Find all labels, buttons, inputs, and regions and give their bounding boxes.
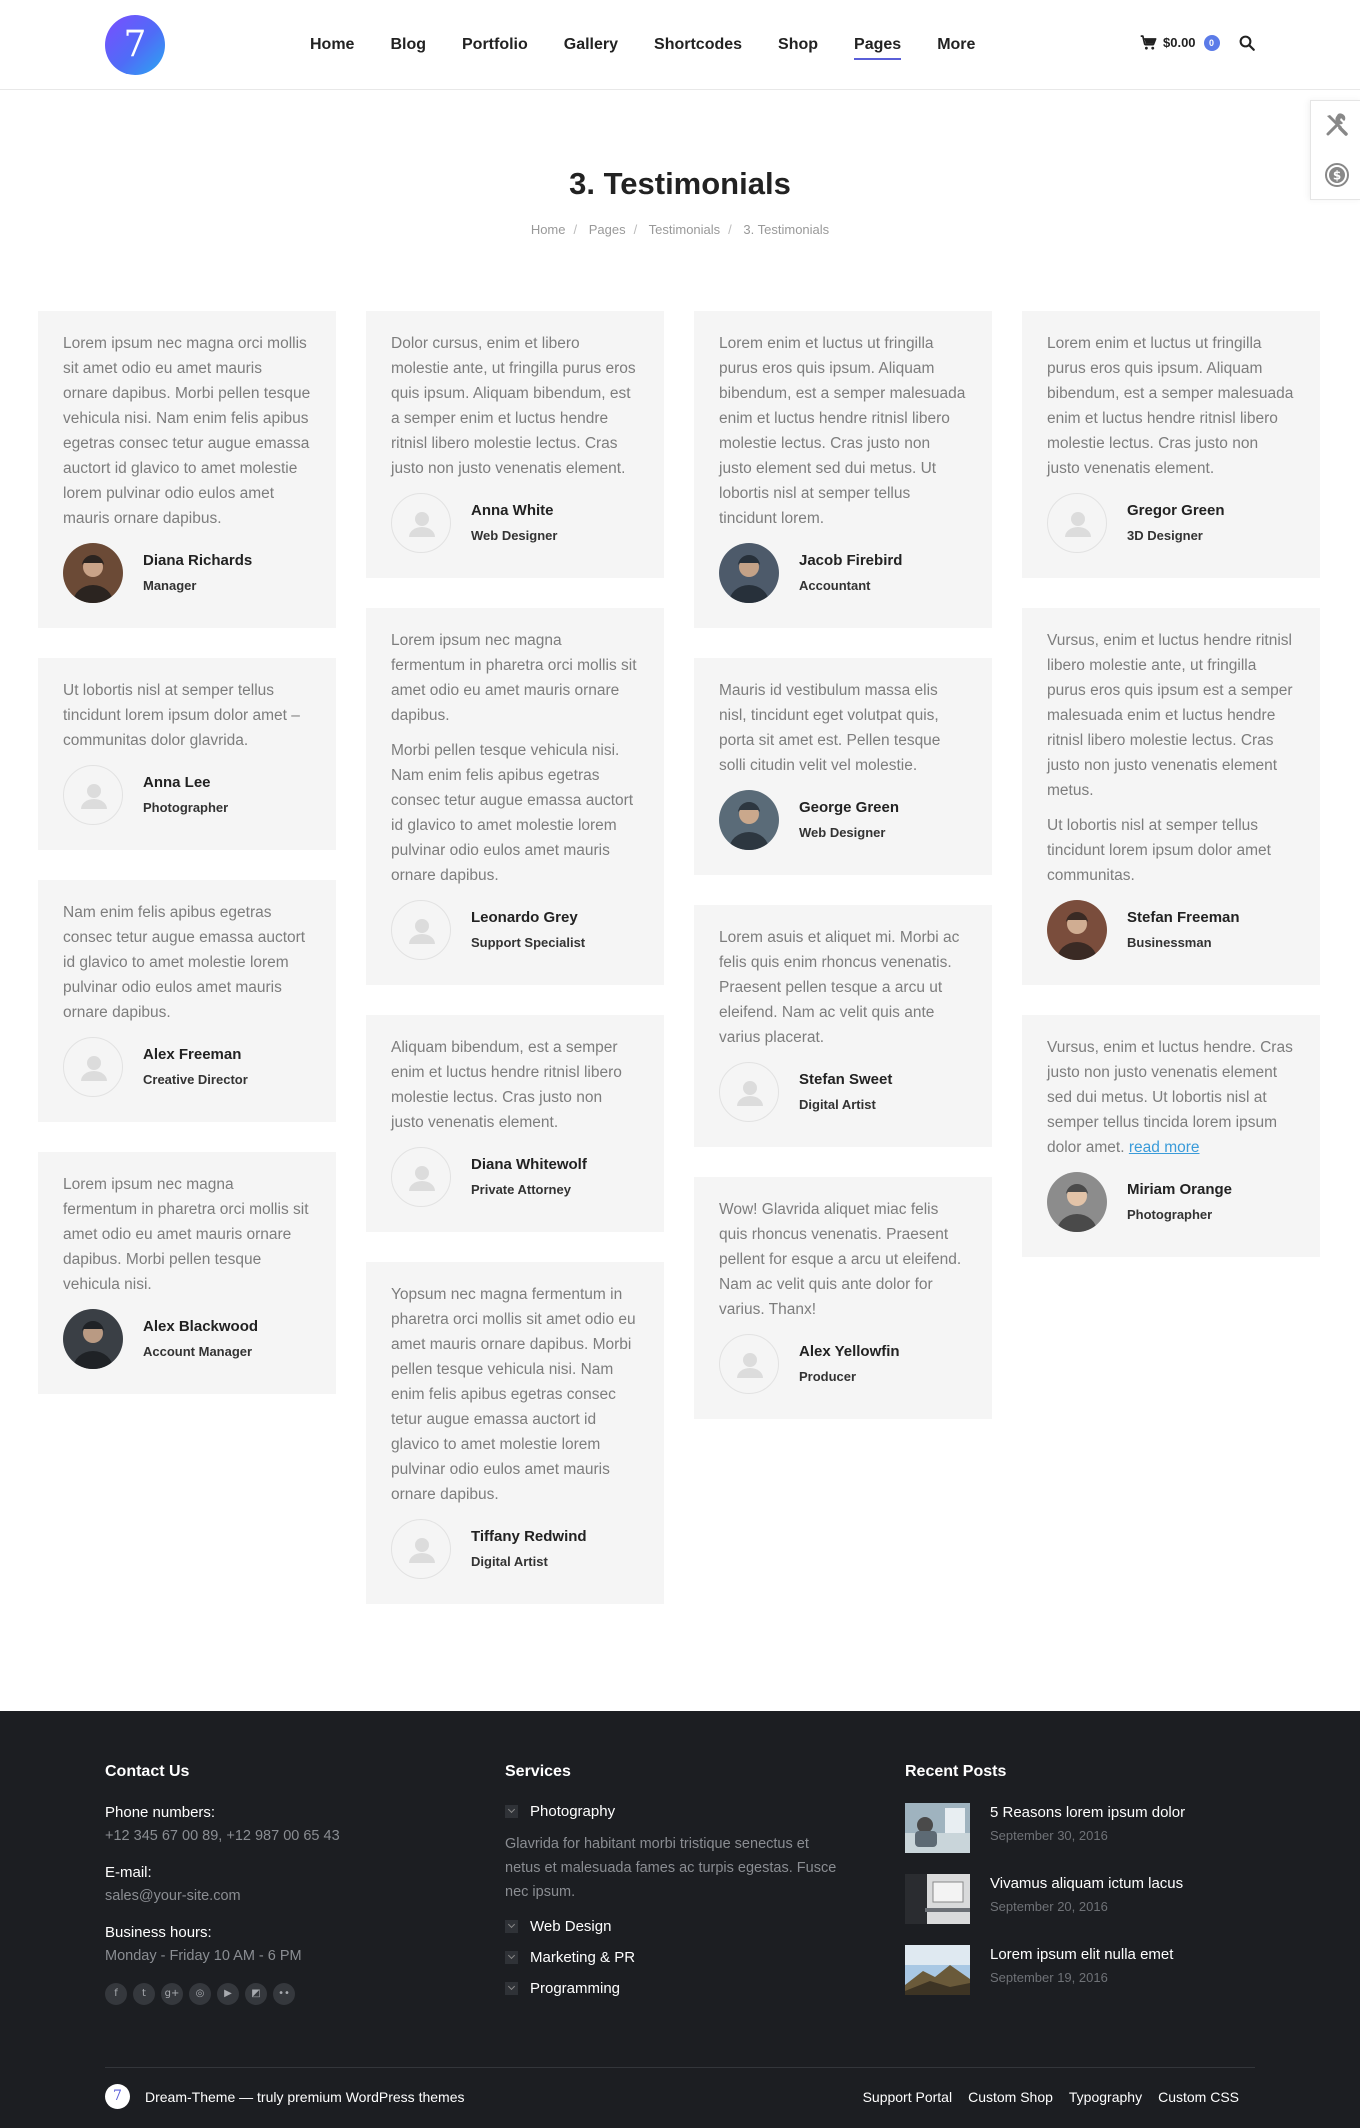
youtube-icon[interactable]: ▶: [217, 1983, 239, 2005]
author-name: Leonardo Grey: [471, 908, 578, 926]
testimonial-author: [719, 543, 967, 603]
testimonial-author: [63, 543, 311, 603]
testimonial-author: [719, 790, 967, 850]
testimonial-text: Lorem enim et luctus ut fringilla purus eros quis ipsum. Aliquam bibendum, est a semper malesuada enim et luctus hendre ritnisl libero molestie lectus. Cras justo non justo element sed dui metus. Ut lobortis nisl at semper tellus tincidunt lorem.: [719, 335, 966, 527]
testimonial-card: [1022, 1015, 1320, 1257]
cart-total: $0.00: [1163, 35, 1196, 50]
author-role: Businessman: [1127, 934, 1212, 950]
google-plus-icon[interactable]: g+: [161, 1983, 183, 2005]
testimonial-card: [38, 658, 336, 850]
post-title[interactable]: Vivamus aliquam ictum lacus: [990, 1875, 1184, 1892]
service-label: Web Design: [530, 1918, 612, 1935]
search-icon[interactable]: [1238, 34, 1256, 52]
cart-count-badge: 0: [1204, 35, 1220, 51]
avatar: [63, 1309, 123, 1369]
email-label: E-mail:: [105, 1864, 152, 1881]
user-placeholder-icon: [391, 1147, 451, 1207]
email-value[interactable]: sales@your-site.com: [105, 1888, 241, 1904]
nav-home[interactable]: Home: [310, 36, 355, 53]
testimonial-text: Lorem ipsum nec magna orci mollis sit amet odio eu amet mauris ornare dapibus. Morbi pellen tesque vehicula nisi. Nam enim felis apibus egetras consec tetur augue emassa auctort id glavico to amet molestie lorem pulvinar odio eulos amet mauris ornare dapibus.: [63, 335, 311, 527]
testimonial-text: Ut lobortis nisl at semper tellus tincidunt lorem ipsum dolor amet – communitas dolor glavrida.: [63, 682, 300, 749]
user-placeholder-icon: [391, 900, 451, 960]
page-title: 3. Testimonials: [569, 166, 791, 201]
post-date: September 20, 2016: [990, 1899, 1108, 1914]
post-thumbnail[interactable]: [905, 1945, 970, 1995]
recent-post[interactable]: [905, 1945, 1245, 1995]
site-footer: [0, 1711, 1360, 2128]
breadcrumb-pages[interactable]: Pages: [588, 222, 626, 237]
testimonials-column-2: [366, 311, 664, 1634]
author-name: George Green: [799, 798, 900, 816]
testimonial-card: [694, 658, 992, 875]
nav-pages[interactable]: Pages: [854, 30, 901, 60]
author-role: Accountant: [799, 577, 871, 593]
author-role: Digital Artist: [799, 1096, 876, 1112]
footer-recent-posts: [905, 1763, 1245, 2016]
post-thumbnail[interactable]: [905, 1803, 970, 1853]
user-placeholder-icon: [63, 1037, 123, 1097]
chevron-down-icon: [505, 1951, 518, 1964]
breadcrumb-home[interactable]: Home: [530, 222, 566, 237]
footer-link-typography[interactable]: Typography: [1068, 2089, 1143, 2105]
author-role: Account Manager: [143, 1343, 253, 1359]
recent-post[interactable]: [905, 1874, 1245, 1924]
recent-post[interactable]: [905, 1803, 1245, 1853]
footer-link-shop[interactable]: Custom Shop: [968, 2089, 1053, 2105]
phone-label: Phone numbers:: [105, 1804, 216, 1821]
testimonial-text: Wow! Glavrida aliquet miac felis quis rhoncus venenatis. Praesent pellent for esque a arcu ut eleifend. Nam ac velit quis ante dolor for varius. Thanx!: [719, 1201, 962, 1318]
testimonial-card: [366, 311, 664, 578]
avatar: [719, 543, 779, 603]
testimonials-column-4: [1022, 311, 1320, 1287]
copyright-text: Dream-Theme — truly premium WordPress themes: [145, 2089, 465, 2105]
testimonial-text: Yopsum nec magna fermentum in pharetra orci mollis sit amet odio eu amet mauris ornare dapibus. Morbi pellen tesque vehicula nisi. Nam enim felis apibus egetras consec tetur augue emassa auctort id glavico to amet molestie lorem pulvinar odio eulos amet mauris ornare dapibus.: [391, 1286, 636, 1503]
post-date: September 30, 2016: [990, 1828, 1108, 1843]
testimonial-card: [366, 1015, 664, 1232]
testimonial-author: [63, 1037, 311, 1097]
nav-portfolio[interactable]: Portfolio: [462, 36, 528, 53]
post-date: September 19, 2016: [990, 1970, 1108, 1985]
service-marketing[interactable]: [505, 1949, 865, 1966]
footer-contact-title: Contact Us: [105, 1763, 190, 1780]
author-role: Private Attorney: [471, 1181, 571, 1197]
testimonial-text: Lorem ipsum nec magna fermentum in pharetra orci mollis sit amet odio eu amet mauris ornare dapibus.: [391, 632, 637, 724]
testimonial-card: [1022, 311, 1320, 578]
site-header: [0, 0, 1360, 90]
author-role: Photographer: [143, 799, 229, 815]
nav-shortcodes[interactable]: Shortcodes: [654, 36, 743, 53]
footer-services-title: Services: [505, 1763, 571, 1780]
testimonial-author: [1047, 493, 1295, 553]
read-more-link[interactable]: read more: [1128, 1139, 1200, 1156]
testimonial-text: Vursus, enim et luctus hendre ritnisl libero molestie ante, ut fringilla purus eros quis ipsum est a semper malesuada enim et luctus hendre ritnisl libero molestie lectus. Cras justo non justo venenatis element metus.: [1047, 632, 1293, 799]
author-role: Producer: [799, 1368, 857, 1384]
phone-value: +12 345 67 00 89, +12 987 00 65 43: [105, 1828, 340, 1844]
testimonial-author: [63, 765, 311, 825]
author-name: Anna Lee: [143, 773, 211, 791]
breadcrumb-testimonials[interactable]: Testimonials: [648, 222, 721, 237]
author-name: Tiffany Redwind: [471, 1527, 587, 1545]
service-label: Programming: [530, 1980, 621, 1997]
testimonial-text: Nam enim felis apibus egetras consec tetur augue emassa auctort id glavico to amet molestie lorem pulvinar odio eulos amet mauris ornare dapibus.: [63, 904, 306, 1021]
footer-links: [847, 2089, 1239, 2105]
author-role: Photographer: [1127, 1206, 1213, 1222]
testimonial-author: [1047, 1172, 1295, 1232]
social-links: [105, 1983, 425, 2005]
author-name: Alex Yellowfin: [799, 1342, 900, 1360]
footer-divider: [105, 2067, 1255, 2068]
user-placeholder-icon: [391, 1519, 451, 1579]
dribbble-icon[interactable]: ◎: [189, 1983, 211, 2005]
nav-blog[interactable]: Blog: [390, 36, 426, 53]
footer-link-support[interactable]: Support Portal: [862, 2089, 953, 2105]
testimonial-text: Vursus, enim et luctus hendre. Cras justo non justo venenatis element sed dui metus. Ut lobortis nisl at semper tellus tincida lorem ipsum dolor amet. read more: [1047, 1039, 1293, 1156]
author-name: Diana Whitewolf: [471, 1155, 587, 1173]
site-logo[interactable]: 7: [105, 15, 165, 75]
author-name: Diana Richards: [143, 551, 253, 569]
svg-text:$: $: [1332, 168, 1342, 183]
author-role: Web Designer: [799, 824, 886, 840]
avatar: [719, 790, 779, 850]
breadcrumb: Home / Pages / Testimonials / 3. Testimonials: [530, 222, 830, 237]
nav-gallery[interactable]: Gallery: [563, 36, 619, 53]
testimonial-author: [391, 1519, 639, 1579]
flickr-icon[interactable]: ••: [273, 1983, 295, 2005]
testimonial-author: [1047, 900, 1295, 960]
service-description: Glavrida for habitant morbi tristique senectus et netus et malesuada fames ac turpis egestas. Fusce nec ipsum.: [505, 1836, 837, 1900]
footer-logo[interactable]: 7: [105, 2084, 130, 2109]
user-placeholder-icon: [1047, 493, 1107, 553]
testimonial-text: Mauris id vestibulum massa elis nisl, tincidunt eget volutpat quis, porta sit amet est. Pellen tesque solli citudin velit vel molestie.: [719, 682, 941, 774]
footer-contact: [105, 1763, 425, 2005]
testimonial-text: Morbi pellen tesque vehicula nisi. Nam enim felis apibus egetras consec tetur augue emassa auctort id glavico to amet molestie lorem pulvinar odio eulos amet mauris ornare dapibus.: [391, 742, 634, 884]
breadcrumb-current: 3. Testimonials: [743, 222, 830, 237]
testimonial-card: [366, 608, 664, 985]
author-role: 3D Designer: [1127, 527, 1203, 543]
testimonial-author: [719, 1334, 967, 1394]
testimonial-text: Lorem enim et luctus ut fringilla purus eros quis ipsum. Aliquam bibendum, est a semper malesuada enim et luctus hendre ritnisl libero molestie lectus. Cras justo non justo venenatis element.: [1047, 335, 1294, 477]
chevron-down-icon: [505, 1805, 518, 1818]
service-photography[interactable]: [505, 1803, 865, 1820]
testimonial-card: [38, 311, 336, 628]
testimonial-author: [719, 1062, 967, 1122]
testimonial-card: [694, 1177, 992, 1419]
hours-value: Monday - Friday 10 AM - 6 PM: [105, 1948, 302, 1964]
testimonial-author: [63, 1309, 311, 1369]
testimonial-card: [694, 905, 992, 1147]
testimonial-author: [391, 900, 639, 960]
footer-link-css[interactable]: Custom CSS: [1158, 2089, 1239, 2105]
author-name: Alex Blackwood: [143, 1317, 259, 1335]
service-label: Photography: [530, 1803, 616, 1820]
author-role: Manager: [143, 577, 197, 593]
author-role: Web Designer: [471, 527, 558, 543]
author-name: Miriam Orange: [1127, 1180, 1233, 1198]
user-placeholder-icon: [719, 1062, 779, 1122]
author-name: Stefan Sweet: [799, 1070, 893, 1088]
testimonial-card: [694, 311, 992, 628]
chevron-down-icon: [505, 1920, 518, 1933]
testimonial-card: [366, 1262, 664, 1604]
post-title[interactable]: 5 Reasons lorem ipsum dolor: [990, 1804, 1186, 1821]
author-role: Creative Director: [143, 1071, 248, 1087]
testimonial-author: [391, 1147, 639, 1207]
author-name: Stefan Freeman: [1127, 908, 1240, 926]
avatar: [63, 543, 123, 603]
twitter-icon[interactable]: t: [133, 1983, 155, 2005]
testimonials-column-1: [38, 311, 336, 1424]
cart-icon: [1140, 34, 1157, 51]
testimonial-text: Ut lobortis nisl at semper tellus tincidunt lorem ipsum dolor amet communitas.: [1047, 817, 1271, 884]
nav-shop[interactable]: Shop: [778, 36, 819, 53]
author-name: Alex Freeman: [143, 1045, 242, 1063]
hours-label: Business hours:: [105, 1924, 212, 1941]
service-label: Marketing & PR: [530, 1949, 636, 1966]
testimonial-text: Dolor cursus, enim et libero molestie ante, ut fringilla purus eros quis ipsum. Aliquam bibendum, est a semper enim et luctus hendre ritnisl libero molestie lectus. Cras justo non justo venenatis element.: [391, 335, 636, 477]
delicious-icon[interactable]: ◩: [245, 1983, 267, 2005]
avatar: [1047, 900, 1107, 960]
author-role: Support Specialist: [471, 934, 586, 950]
author-name: Anna White: [471, 501, 554, 519]
author-role: Digital Artist: [471, 1553, 548, 1569]
testimonial-card: [38, 1152, 336, 1394]
cart-button[interactable]: [1140, 34, 1220, 51]
main-nav: [310, 0, 1011, 90]
testimonial-card: [1022, 608, 1320, 985]
user-placeholder-icon: [391, 493, 451, 553]
nav-more[interactable]: More: [937, 36, 976, 53]
testimonial-text: Lorem ipsum nec magna fermentum in pharetra orci mollis sit amet odio eu amet mauris ornare dapibus. Morbi pellen tesque vehicula nisi.: [63, 1176, 309, 1293]
service-web-design[interactable]: [505, 1918, 865, 1935]
post-thumbnail[interactable]: [905, 1874, 970, 1924]
user-placeholder-icon: [63, 765, 123, 825]
testimonial-card: [38, 880, 336, 1122]
post-title[interactable]: Lorem ipsum elit nulla emet: [990, 1946, 1174, 1963]
testimonials-column-3: [694, 311, 992, 1449]
user-placeholder-icon: [719, 1334, 779, 1394]
author-name: Gregor Green: [1127, 501, 1225, 519]
author-name: Jacob Firebird: [799, 551, 903, 569]
tools-icon[interactable]: [1323, 111, 1351, 139]
facebook-icon[interactable]: f: [105, 1983, 127, 2005]
testimonial-text: Aliquam bibendum, est a semper enim et luctus hendre ritnisl libero molestie lectus. Cras justo non justo venenatis element.: [391, 1039, 622, 1131]
avatar: [1047, 1172, 1107, 1232]
footer-services: [505, 1763, 865, 2011]
testimonial-text: Lorem asuis et aliquet mi. Morbi ac felis quis enim rhoncus venenatis. Praesent pellen tesque a arcu ut eleifend. Nam ac velit quis ante varius placerat.: [719, 929, 960, 1046]
testimonial-author: [391, 493, 639, 553]
chevron-down-icon: [505, 1982, 518, 1995]
footer-posts-title: Recent Posts: [905, 1763, 1007, 1780]
service-programming[interactable]: [505, 1980, 865, 1997]
